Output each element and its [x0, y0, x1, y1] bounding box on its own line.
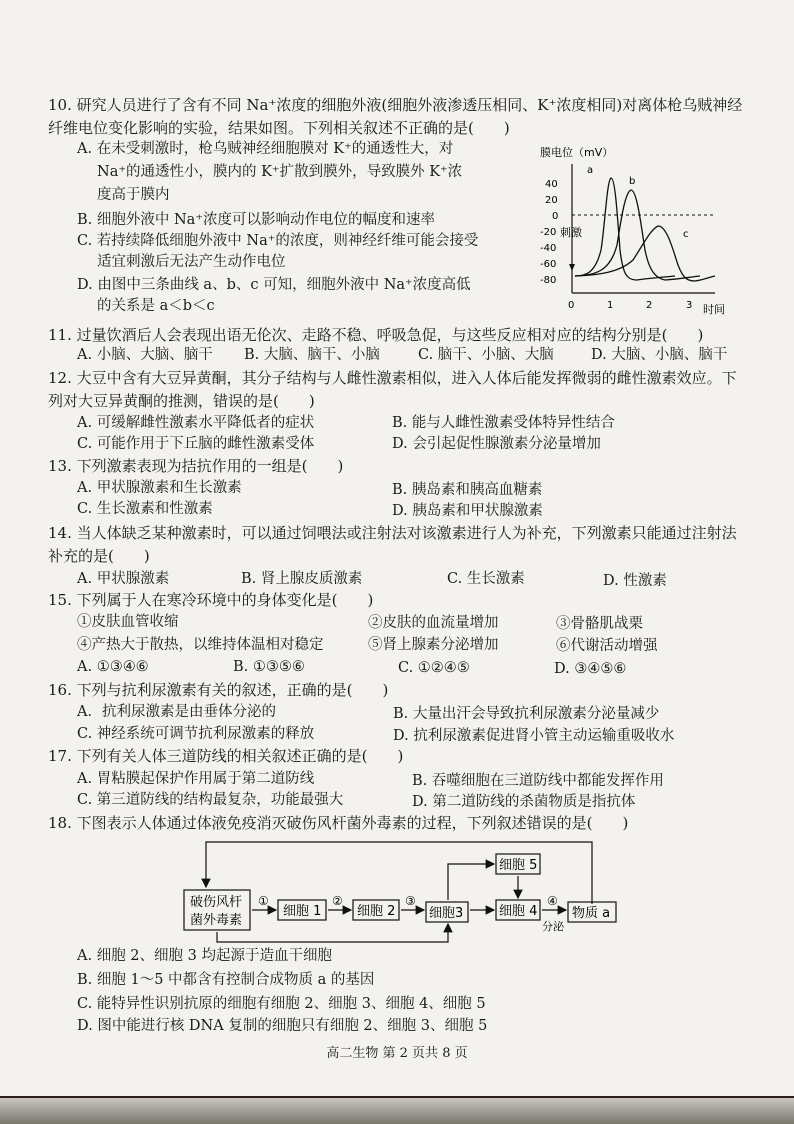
q12-option-d: D. 会引起促性腺激素分泌量增加	[392, 436, 601, 452]
q15-option-d: D. ③④⑤⑥	[554, 661, 627, 677]
q13-option-a: A. 甲状腺激素和生长激素	[77, 480, 242, 496]
q18-stem: 18. 下图表示人体通过体液免疫消灭破伤风杆菌外毒素的过程，下列叙述错误的是( )	[48, 814, 629, 832]
q17-option-c: C. 第三道防线的结构最复杂，功能最强大	[77, 792, 344, 808]
q13-option-c: C. 生长激素和性激素	[77, 501, 213, 517]
q17-option-b: B. 吞噬细胞在三道防线中都能发挥作用	[412, 773, 664, 789]
cell1-label: 细胞 1	[283, 904, 322, 919]
q12-stem: 12. 大豆中含有大豆异黄酮，其分子结构与人雌性激素相似，进入人体后能发挥微弱的雌性激素效应。下列对大豆异黄酮的推测，错误的是( )	[48, 369, 737, 410]
xtick-0: 0	[568, 300, 575, 311]
ytick-20: 20	[545, 195, 558, 206]
q10-option-b: B. 细胞外液中 Na⁺浓度可以影响动作电位的幅度和速率	[77, 212, 435, 228]
q11-option-d: D. 大脑、小脑、脑干	[591, 347, 728, 363]
q15-item-3: ③骨骼肌战栗	[556, 616, 643, 632]
q14-stem: 14. 当人体缺乏某种激素时，可以通过饲喂法或注射法对该激素进行人为补充，下列激素只能通过注射法补充的是( )	[48, 524, 737, 565]
q15-item-5: ⑤肾上腺素分泌增加	[368, 637, 499, 653]
q12-option-b: B. 能与人雌性激素受体特异性结合	[392, 415, 615, 431]
cell3-label: 细胞3	[429, 906, 464, 921]
q13-option-b: B. 胰岛素和胰高血糖素	[392, 482, 543, 498]
q10-option-d-line1: D. 由图中三条曲线 a、b、c 可知，细胞外液中 Na⁺浓度高低	[77, 277, 471, 293]
q10-option-a-line2: Na⁺的通透性小，膜内的 K⁺扩散到膜外，导致膜外 K⁺浓	[97, 164, 463, 180]
membrane-potential-chart	[515, 140, 745, 320]
q16-option-b: B. 大量出汗会导致抗利尿激素分泌量减少	[393, 706, 660, 722]
q15-stem: 15. 下列属于人在寒冷环境中的身体变化是( )	[48, 591, 374, 609]
q15-item-6: ⑥代谢活动增强	[556, 638, 658, 654]
ytick-neg20: -20	[540, 227, 557, 238]
q11-option-a: A. 小脑、大脑、脑干	[77, 347, 213, 363]
q17-option-a: A. 胃粘膜起保护作用属于第二道防线	[77, 771, 315, 787]
xtick-2: 2	[646, 300, 653, 311]
substance-a-label: 物质 a	[572, 906, 611, 921]
page-footer: 高二生物 第 2 页共 8 页	[326, 1046, 468, 1061]
cell4-label: 细胞 4	[499, 904, 538, 919]
q13-stem: 13. 下列激素表现为拮抗作用的一组是( )	[48, 457, 344, 475]
q16-option-c: C. 神经系统可调节抗利尿激素的释放	[77, 726, 315, 742]
humoral-immunity-diagram	[180, 838, 620, 950]
step4-marker: ④	[547, 894, 558, 908]
xtick-1: 1	[607, 300, 614, 311]
q11-option-c: C. 脑干、小脑、大脑	[418, 347, 554, 363]
q15-item-1: ①皮肤血管收缩	[77, 614, 179, 630]
q18-option-b: B. 细胞 1～5 中都含有控制合成物质 a 的基因	[77, 972, 375, 988]
xtick-3: 3	[686, 300, 693, 311]
ytick-neg80: -80	[540, 275, 557, 286]
step1-marker: ①	[258, 894, 269, 908]
curve-b-label: b	[629, 176, 636, 187]
q15-item-4: ④产热大于散热，以维持体温相对稳定	[77, 637, 324, 653]
q10-option-a-line1: A. 在未受刺激时，枪乌贼神经细胞膜对 K⁺的通透性大，对	[77, 141, 454, 157]
q17-stem: 17. 下列有关人体三道防线的相关叙述正确的是( )	[48, 747, 404, 765]
q13-option-d: D. 胰岛素和甲状腺激素	[392, 503, 543, 519]
chart-xlabel: 时间	[703, 303, 725, 316]
q10-option-a-line3: 度高于膜内	[97, 187, 170, 203]
ytick-40: 40	[545, 179, 558, 190]
q12-option-a: A. 可缓解雌性激素水平降低者的症状	[77, 415, 315, 431]
ytick-neg60: -60	[540, 259, 557, 270]
q12-option-c: C. 可能作用于下丘脑的雌性激素受体	[77, 436, 315, 452]
q11-stem: 11. 过量饮酒后人会表现出语无伦次、走路不稳、呼吸急促，与这些反应相对应的结构分别是( )	[48, 326, 704, 344]
q16-option-d: D. 抗利尿激素促进肾小管主动运输重吸收水	[393, 728, 675, 744]
q15-option-a: A. ①③④⑥	[77, 659, 149, 675]
step3-marker: ③	[405, 894, 416, 908]
cell5-label: 细胞 5	[499, 858, 538, 873]
q11-option-b: B. 大脑、脑干、小脑	[244, 347, 380, 363]
cell2-label: 细胞 2	[357, 904, 396, 919]
q15-option-c: C. ①②④⑤	[398, 660, 470, 676]
toxin-label-line2: 菌外毒素	[190, 913, 243, 928]
q10-stem: 10. 研究人员进行了含有不同 Na⁺浓度的细胞外液(细胞外液渗透压相同、K⁺浓度相同)对离体枪乌贼神经纤维电位变化影响的实验，结果如图。下列相关叙述不正确的是( )	[48, 96, 743, 137]
secrete-label: 分泌	[542, 920, 564, 933]
q17-option-d: D. 第二道防线的杀菌物质是指抗体	[412, 794, 636, 810]
ytick-neg40: -40	[540, 243, 557, 254]
step2-marker: ②	[332, 894, 343, 908]
q14-option-a: A. 甲状腺激素	[77, 571, 170, 587]
curve-a	[575, 178, 675, 280]
q15-item-2: ②皮肤的血流量增加	[368, 615, 499, 631]
toxin-label-line1: 破伤风杆	[190, 895, 243, 910]
q18-option-d: D. 图中能进行核 DNA 复制的细胞只有细胞 2、细胞 3、细胞 5	[77, 1018, 488, 1034]
q10-option-c-line2: 适宜刺激后无法产生动作电位	[97, 254, 286, 270]
curve-a-label: a	[587, 165, 594, 176]
ytick-0: 0	[552, 211, 559, 222]
scan-border	[0, 1098, 794, 1124]
q14-option-d: D. 性激素	[603, 573, 667, 589]
q18-option-c: C. 能特异性识别抗原的细胞有细胞 2、细胞 3、细胞 4、细胞 5	[77, 996, 486, 1012]
q16-stem: 16. 下列与抗利尿激素有关的叙述，正确的是( )	[48, 681, 389, 699]
q18-option-a: A. 细胞 2、细胞 3 均起源于造血干细胞	[77, 948, 332, 964]
q10-option-d-line2: 的关系是 a＜b＜c	[97, 298, 215, 314]
q10-option-c-line1: C. 若持续降低细胞外液中 Na⁺的浓度，则神经纤维可能会接受	[77, 233, 479, 249]
q15-option-b: B. ①③⑤⑥	[233, 659, 305, 675]
curve-c-label: c	[683, 229, 689, 240]
q16-option-a: A．抗利尿激素是由垂体分泌的	[77, 704, 276, 720]
chart-ylabel: 膜电位（mV）	[540, 146, 614, 159]
q14-option-b: B. 肾上腺皮质激素	[241, 571, 363, 587]
q14-option-c: C. 生长激素	[447, 571, 525, 587]
stimulus-label: 刺激	[560, 226, 582, 239]
